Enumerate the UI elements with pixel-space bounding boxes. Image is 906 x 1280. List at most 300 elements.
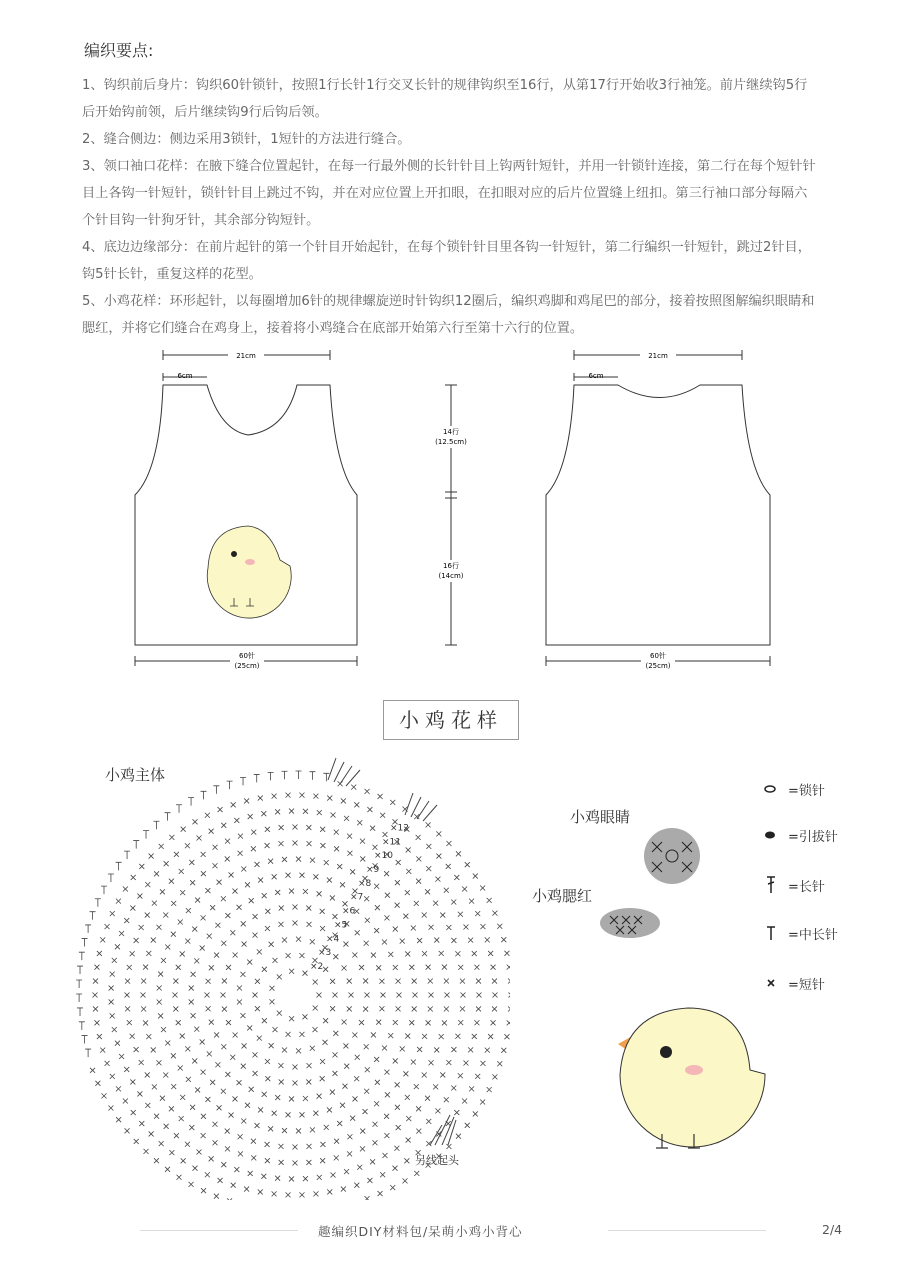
chart-stitch-mark <box>257 949 262 954</box>
chart-stitch-mark <box>240 1013 245 1018</box>
chart-stitch-mark <box>85 1049 91 1057</box>
chart-stitch-mark <box>244 1187 249 1192</box>
chart-stitch-mark <box>360 1146 365 1151</box>
chart-stitch-mark <box>90 912 96 920</box>
chart-stitch-mark <box>331 1173 336 1178</box>
chart-stitch-mark <box>265 909 270 914</box>
chart-stitch-mark <box>201 1133 206 1138</box>
chart-stitch-mark <box>347 1134 352 1139</box>
chart-stitch-mark <box>145 882 150 887</box>
chart-stitch-mark <box>130 906 135 911</box>
chart-stitch-mark <box>231 1183 236 1188</box>
chart-stitch-mark <box>268 859 273 864</box>
chart-stitch-mark <box>279 825 284 830</box>
chart-stitch-mark <box>115 944 120 949</box>
round-number: ×3 <box>318 948 332 959</box>
chart-stitch-mark <box>242 1043 247 1048</box>
chart-stitch-mark <box>497 924 502 929</box>
chart-stitch-mark <box>403 1071 408 1076</box>
chart-stitch-mark <box>504 1034 509 1039</box>
chart-stitch-mark <box>293 1145 298 1150</box>
chick-illustration <box>610 1000 780 1160</box>
chart-stitch-mark <box>189 986 194 991</box>
chart-stitch-mark <box>217 1105 222 1110</box>
chart-stitch-mark <box>379 1006 384 1011</box>
chart-stitch-mark <box>116 862 122 870</box>
chart-stitch-mark <box>501 1048 506 1053</box>
chart-stitch-mark <box>446 1060 451 1065</box>
chart-stitch-mark <box>360 856 365 861</box>
chart-stitch-mark <box>252 1052 257 1057</box>
chart-stitch-mark <box>416 1106 421 1111</box>
chart-stitch-mark <box>241 921 246 926</box>
chart-stitch-mark <box>395 903 400 908</box>
chart-stitch-mark <box>265 1076 270 1081</box>
chart-stitch-mark <box>231 802 236 807</box>
chart-stitch-mark <box>477 993 482 998</box>
chart-stitch-mark <box>451 938 456 943</box>
chart-stitch-mark <box>344 1064 349 1069</box>
chart-stitch-mark <box>333 1052 338 1057</box>
chart-stitch-mark <box>472 951 477 956</box>
chart-stitch-mark <box>97 1034 102 1039</box>
chart-stitch-mark <box>323 967 328 972</box>
chart-stitch-mark <box>154 1114 159 1119</box>
chart-stitch-mark <box>282 1048 287 1053</box>
back-piece-outline <box>546 385 770 645</box>
chart-stitch-mark <box>337 1121 342 1126</box>
chart-stitch-mark <box>347 1006 352 1011</box>
chart-stitch-mark <box>209 1020 214 1025</box>
chart-stitch-mark <box>374 884 379 889</box>
chart-stitch-mark <box>426 844 431 849</box>
chart-stitch-mark <box>265 1059 270 1064</box>
chart-stitch-mark <box>347 1151 352 1156</box>
chart-stitch-mark <box>112 958 117 963</box>
chart-stitch-mark <box>341 1187 346 1192</box>
chart-stitch-mark <box>289 1096 294 1101</box>
chart-stitch-mark <box>214 1194 219 1199</box>
chart-stitch-mark <box>352 952 357 957</box>
chart-stitch-mark <box>365 1067 370 1072</box>
chart-stitch-mark <box>124 851 130 859</box>
chart-stitch-mark <box>364 896 369 901</box>
chart-stitch-mark <box>460 979 465 984</box>
chart-stitch-mark <box>320 1158 325 1163</box>
chart-stitch-mark <box>252 933 257 938</box>
chart-stitch-mark <box>191 1013 196 1018</box>
chart-stitch-mark <box>434 938 439 943</box>
chart-stitch-mark <box>351 785 356 790</box>
chart-stitch-mark <box>440 1072 445 1077</box>
chart-stitch-mark <box>378 1191 383 1196</box>
chart-stitch-mark <box>310 858 315 863</box>
chart-stitch-mark <box>382 1153 387 1158</box>
chart-stitch-mark <box>286 1192 291 1197</box>
chart-stitch-mark <box>475 911 480 916</box>
chart-stitch-mark <box>262 967 267 972</box>
chart-stitch-mark <box>279 1079 284 1084</box>
chart-stitch-mark <box>347 834 352 839</box>
chart-stitch-mark <box>225 856 230 861</box>
chart-stitch-mark <box>279 906 284 911</box>
chart-stitch-mark <box>238 851 243 856</box>
chart-stitch-mark <box>299 1192 304 1197</box>
chart-stitch-mark <box>133 841 139 849</box>
chart-stitch-mark <box>393 965 398 970</box>
chart-stitch-mark <box>382 939 387 944</box>
chart-stitch-mark <box>273 1027 278 1032</box>
chart-stitch-mark <box>372 845 377 850</box>
chart-stitch-mark <box>201 871 206 876</box>
chart-stitch-mark <box>388 952 393 957</box>
chart-stitch-mark <box>343 942 348 947</box>
chart-stitch-mark <box>185 843 190 848</box>
chart-stitch-mark <box>277 974 282 979</box>
chart-stitch-mark <box>165 1167 170 1172</box>
chart-stitch-mark <box>194 1027 199 1032</box>
chart-stitch-mark <box>414 1171 419 1176</box>
chart-stitch-mark <box>237 985 242 990</box>
chart-stitch-mark <box>342 1084 347 1089</box>
chart-stitch-mark <box>456 1134 461 1139</box>
chart-stitch-mark <box>251 830 256 835</box>
round-number: ×5 <box>334 920 348 931</box>
chart-stitch-mark <box>331 812 336 817</box>
chart-stitch-mark <box>371 1032 376 1037</box>
chart-stitch-mark <box>201 791 207 799</box>
chart-stitch-mark <box>406 1138 411 1143</box>
chart-stitch-mark <box>422 1034 427 1039</box>
chart-stitch-mark <box>212 863 217 868</box>
chart-stitch-mark <box>456 851 461 856</box>
chart-stitch-mark <box>395 880 400 885</box>
chart-stitch-mark <box>176 965 181 970</box>
pattern-title-box: 小鸡花样 <box>383 700 519 740</box>
chart-stitch-mark <box>272 874 277 879</box>
chart-stitch-mark <box>469 899 474 904</box>
chart-stitch-mark <box>320 1076 325 1081</box>
chart-stitch-mark <box>179 1116 184 1121</box>
chart-stitch-mark <box>463 1060 468 1065</box>
chart-stitch-mark <box>234 818 239 823</box>
chart-stitch-mark <box>257 1036 262 1041</box>
chart-stitch-mark <box>400 939 405 944</box>
chart-stitch-mark <box>213 845 218 850</box>
chart-stitch-mark <box>253 1071 258 1076</box>
chart-stitch-mark <box>93 993 98 998</box>
chick-eye <box>660 1046 672 1058</box>
chart-stitch-mark <box>176 805 182 813</box>
chart-stitch-mark <box>90 1068 95 1073</box>
chart-stitch-mark <box>141 993 146 998</box>
chart-stitch-mark <box>197 1149 202 1154</box>
chart-stitch-mark <box>393 927 398 932</box>
chart-stitch-mark <box>299 873 304 878</box>
chart-stitch-mark <box>110 1013 115 1018</box>
chart-stitch-mark <box>268 1126 273 1131</box>
chart-stitch-mark <box>258 796 263 801</box>
chart-stitch-mark <box>393 1020 398 1025</box>
chart-stitch-mark <box>475 1074 480 1079</box>
chart-stitch-mark <box>405 1095 410 1100</box>
chart-stitch-mark <box>249 898 254 903</box>
chart-stitch-mark <box>435 1108 440 1113</box>
chart-stitch-mark <box>474 1020 479 1025</box>
chart-stitch-mark <box>145 913 150 918</box>
chart-stitch-mark <box>349 993 354 998</box>
chart-stitch-mark <box>282 857 287 862</box>
chart-stitch-mark <box>125 1006 130 1011</box>
chart-stitch-mark <box>327 1107 332 1112</box>
chart-stitch-mark <box>307 1144 312 1149</box>
chart-stitch-mark <box>313 874 318 879</box>
chick-feet-chart <box>328 758 456 1145</box>
instruction-4: 4、底边边缘部分：在前片起针的第一个针目开始起针，在每个锁针针目里各钩一针短针，第二行编织一针短针，跳过2针目，钩5针长针，重复这样的花型。 <box>82 240 811 282</box>
chart-stitch-mark <box>233 952 238 957</box>
chart-stitch-mark <box>110 911 115 916</box>
chart-stitch-mark <box>446 864 451 869</box>
chart-stitch-mark <box>320 926 325 931</box>
chart-stitch-mark <box>302 971 307 976</box>
chart-stitch-mark <box>388 1033 393 1038</box>
chart-stitch-mark <box>273 958 278 963</box>
chart-stitch-mark <box>463 925 468 930</box>
chart-stitch-mark <box>139 864 144 869</box>
chart-stitch-mark <box>93 979 98 984</box>
chart-stitch-mark <box>323 1040 328 1045</box>
chart-stitch-mark <box>487 1087 492 1092</box>
chart-stitch-mark <box>207 934 212 939</box>
chart-stitch-mark <box>403 914 408 919</box>
chart-stitch-mark <box>289 889 294 894</box>
chart-stitch-mark <box>365 993 370 998</box>
chart-stitch-mark <box>393 1166 398 1171</box>
chart-stitch-mark <box>164 813 170 821</box>
chart-stitch-mark <box>205 993 210 998</box>
chart-stitch-mark <box>460 1006 465 1011</box>
chart-stitch-mark <box>462 1098 467 1103</box>
chart-stitch-mark <box>429 925 434 930</box>
chart-stitch-mark <box>226 1020 231 1025</box>
chart-stitch-mark <box>119 931 124 936</box>
chick-blush-chart <box>600 908 660 938</box>
chart-stitch-mark <box>265 827 270 832</box>
chart-stitch-mark <box>180 890 185 895</box>
chart-stitch-mark <box>334 1155 339 1160</box>
chart-stitch-mark <box>192 1058 197 1063</box>
chart-stitch-mark <box>249 1087 254 1092</box>
chart-stitch-mark <box>374 1057 379 1062</box>
back-shoulder-label: 6cm <box>588 372 604 380</box>
chart-stitch-mark <box>405 951 410 956</box>
chart-stitch-mark <box>376 1020 381 1025</box>
chart-stitch-mark <box>160 889 165 894</box>
footer-title: 趣编织DIY材料包/呆萌小鸡小背心 <box>318 1224 523 1239</box>
chart-stitch-mark <box>299 953 304 958</box>
chart-stitch-mark <box>213 786 219 794</box>
chart-stitch-mark <box>108 1106 113 1111</box>
chart-stitch-mark <box>333 1031 338 1036</box>
chart-stitch-mark <box>473 874 478 879</box>
chart-stitch-mark <box>221 1089 226 1094</box>
chart-stitch-mark <box>425 1096 430 1101</box>
chart-stitch-mark <box>251 1139 256 1144</box>
chart-stitch-mark <box>76 994 82 1002</box>
chart-stitch-mark <box>240 972 245 977</box>
chart-stitch-mark <box>258 1189 263 1194</box>
chart-stitch-mark <box>134 1139 139 1144</box>
chart-stitch-mark <box>79 1022 85 1030</box>
chart-stitch-mark <box>262 1018 267 1023</box>
chart-stitch-mark <box>206 979 211 984</box>
chart-stitch-mark <box>201 1188 206 1193</box>
chart-stitch-mark <box>152 901 157 906</box>
chart-stitch-mark <box>127 965 132 970</box>
chart-stitch-mark <box>233 1096 238 1101</box>
chart-stitch-mark <box>429 1060 434 1065</box>
chart-stitch-mark <box>382 1046 387 1051</box>
eye-blush-charts <box>590 820 720 950</box>
chart-stitch-mark <box>201 1114 206 1119</box>
chart-stitch-mark <box>385 893 390 898</box>
chart-stitch-mark <box>357 820 362 825</box>
chart-stitch-mark <box>444 1097 449 1102</box>
chart-stitch-mark <box>317 1094 322 1099</box>
chart-stitch-mark <box>94 1020 99 1025</box>
chart-stitch-mark <box>492 979 497 984</box>
chart-stitch-mark <box>79 952 85 960</box>
chart-stitch-mark <box>414 901 419 906</box>
chart-stitch-mark <box>152 1084 157 1089</box>
single-crochet-icon <box>764 974 780 994</box>
chick-eye-label: 小鸡眼睛 <box>570 808 631 826</box>
chart-stitch-mark <box>272 1191 277 1196</box>
back-bottom-cm: (25cm) <box>645 662 671 670</box>
slip-stitch-icon <box>764 826 780 846</box>
chart-stitch-mark <box>110 1074 115 1079</box>
chart-stitch-mark <box>375 905 380 910</box>
chart-stitch-mark <box>253 993 258 998</box>
chart-stitch-mark <box>145 1103 150 1108</box>
chart-stitch-mark <box>134 1047 139 1052</box>
chart-stitch-mark <box>100 937 105 942</box>
chart-stitch-mark <box>282 937 287 942</box>
chart-stitch-mark <box>295 771 301 779</box>
chart-stitch-mark <box>363 1109 368 1114</box>
instruction-1: 1、钩织前后身片：钩织60针锁针，按照1行长针1行交叉长针的规律钩织至16行，从第17行开始收3行袖笼。前片继续钩5行后开始钩前领，后片继续钩9行后钩后领。 <box>82 78 808 120</box>
chart-stitch-mark <box>244 798 249 803</box>
back-width-label: 21cm <box>648 352 668 360</box>
legend-label: =锁针 <box>788 784 825 799</box>
chart-stitch-mark <box>364 1089 369 1094</box>
chart-stitch-mark <box>340 1103 345 1108</box>
chart-stitch-mark <box>409 1020 414 1025</box>
chart-stitch-mark <box>221 896 226 901</box>
chart-stitch-mark <box>289 1176 294 1181</box>
chart-stitch-mark <box>426 1020 431 1025</box>
chart-stitch-mark <box>94 965 99 970</box>
chart-stitch-mark <box>384 1070 389 1075</box>
chart-stitch-mark <box>365 918 370 923</box>
chart-stitch-mark <box>350 1116 355 1121</box>
chart-stitch-mark <box>245 882 250 887</box>
chart-stitch-mark <box>488 1034 493 1039</box>
chart-stitch-mark <box>416 879 421 884</box>
chart-stitch-mark <box>165 1040 170 1045</box>
chart-stitch-mark <box>154 871 159 876</box>
chart-stitch-mark <box>330 1090 335 1095</box>
chart-stitch-mark <box>261 811 266 816</box>
chart-stitch-mark <box>139 925 144 930</box>
chart-stitch-mark <box>97 951 102 956</box>
chart-stitch-mark <box>240 777 246 785</box>
chart-stitch-mark <box>282 1128 287 1133</box>
chart-stitch-mark <box>210 905 215 910</box>
chart-stitch-mark <box>177 1175 182 1180</box>
chart-stitch-mark <box>214 1032 219 1037</box>
round-number: ×2 <box>310 962 324 973</box>
chart-stitch-mark <box>416 1129 421 1134</box>
chart-stitch-mark <box>282 771 288 779</box>
chart-stitch-mark <box>492 911 497 916</box>
chart-stitch-mark <box>156 1060 161 1065</box>
chart-stitch-mark <box>230 930 235 935</box>
chart-stitch-mark <box>205 1097 210 1102</box>
chart-stitch-mark <box>238 834 243 839</box>
legend-label: =长针 <box>788 880 825 895</box>
chart-stitch-mark <box>382 832 387 837</box>
chart-stitch-mark <box>384 871 389 876</box>
chart-stitch-mark <box>181 827 186 832</box>
chart-stitch-mark <box>116 899 121 904</box>
chart-stitch-mark <box>485 937 490 942</box>
chart-stitch-mark <box>324 860 329 865</box>
chart-stitch-mark <box>353 1096 358 1101</box>
chart-stitch-mark <box>265 1158 270 1163</box>
instruction-3: 3、领口袖口花样：在腋下缝合位置起针，在每一行最外侧的长针针目上钩两针短针，并用一针锁针连接，第二行在每个短针针目上各钩一针短针，锁针针目上跳过不钩，并在对应位置上开扣眼，在扣眼对应的后片位置缝上纽扣。第三行袖口部分每隔六个针目钩一针狗牙针，其余部分钩短针。 <box>82 159 816 228</box>
chart-stitch-mark <box>238 1134 243 1139</box>
chart-stitch-mark <box>320 909 325 914</box>
chart-stitch-mark <box>341 798 346 803</box>
chart-stitch-mark <box>225 1146 230 1151</box>
chart-stitch-mark <box>446 1144 451 1149</box>
chart-stitch-mark <box>173 993 178 998</box>
chart-stitch-mark <box>234 1167 239 1172</box>
chart-stitch-mark <box>185 939 190 944</box>
chart-stitch-mark <box>124 1067 129 1072</box>
chart-stitch-mark <box>433 901 438 906</box>
chart-stitch-mark <box>278 922 283 927</box>
chart-stitch-mark <box>197 836 202 841</box>
chart-stitch-mark <box>227 781 233 789</box>
chart-stitch-mark <box>201 915 206 920</box>
chart-stitch-mark <box>149 1131 154 1136</box>
chart-stitch-mark <box>306 906 311 911</box>
chart-stitch-mark <box>320 827 325 832</box>
chart-stitch-mark <box>195 898 200 903</box>
chart-stitch-mark <box>194 958 199 963</box>
chart-stitch-mark <box>334 1139 339 1144</box>
chick-blush-label: 小鸡腮红 <box>532 887 593 905</box>
chart-stitch-mark <box>101 886 107 894</box>
chart-stitch-mark <box>451 899 456 904</box>
chart-stitch-mark <box>371 953 376 958</box>
chart-stitch-mark <box>262 1092 267 1097</box>
chart-stitch-mark <box>367 1178 372 1183</box>
chart-stitch-mark <box>446 925 451 930</box>
chart-stitch-mark <box>212 1122 217 1127</box>
